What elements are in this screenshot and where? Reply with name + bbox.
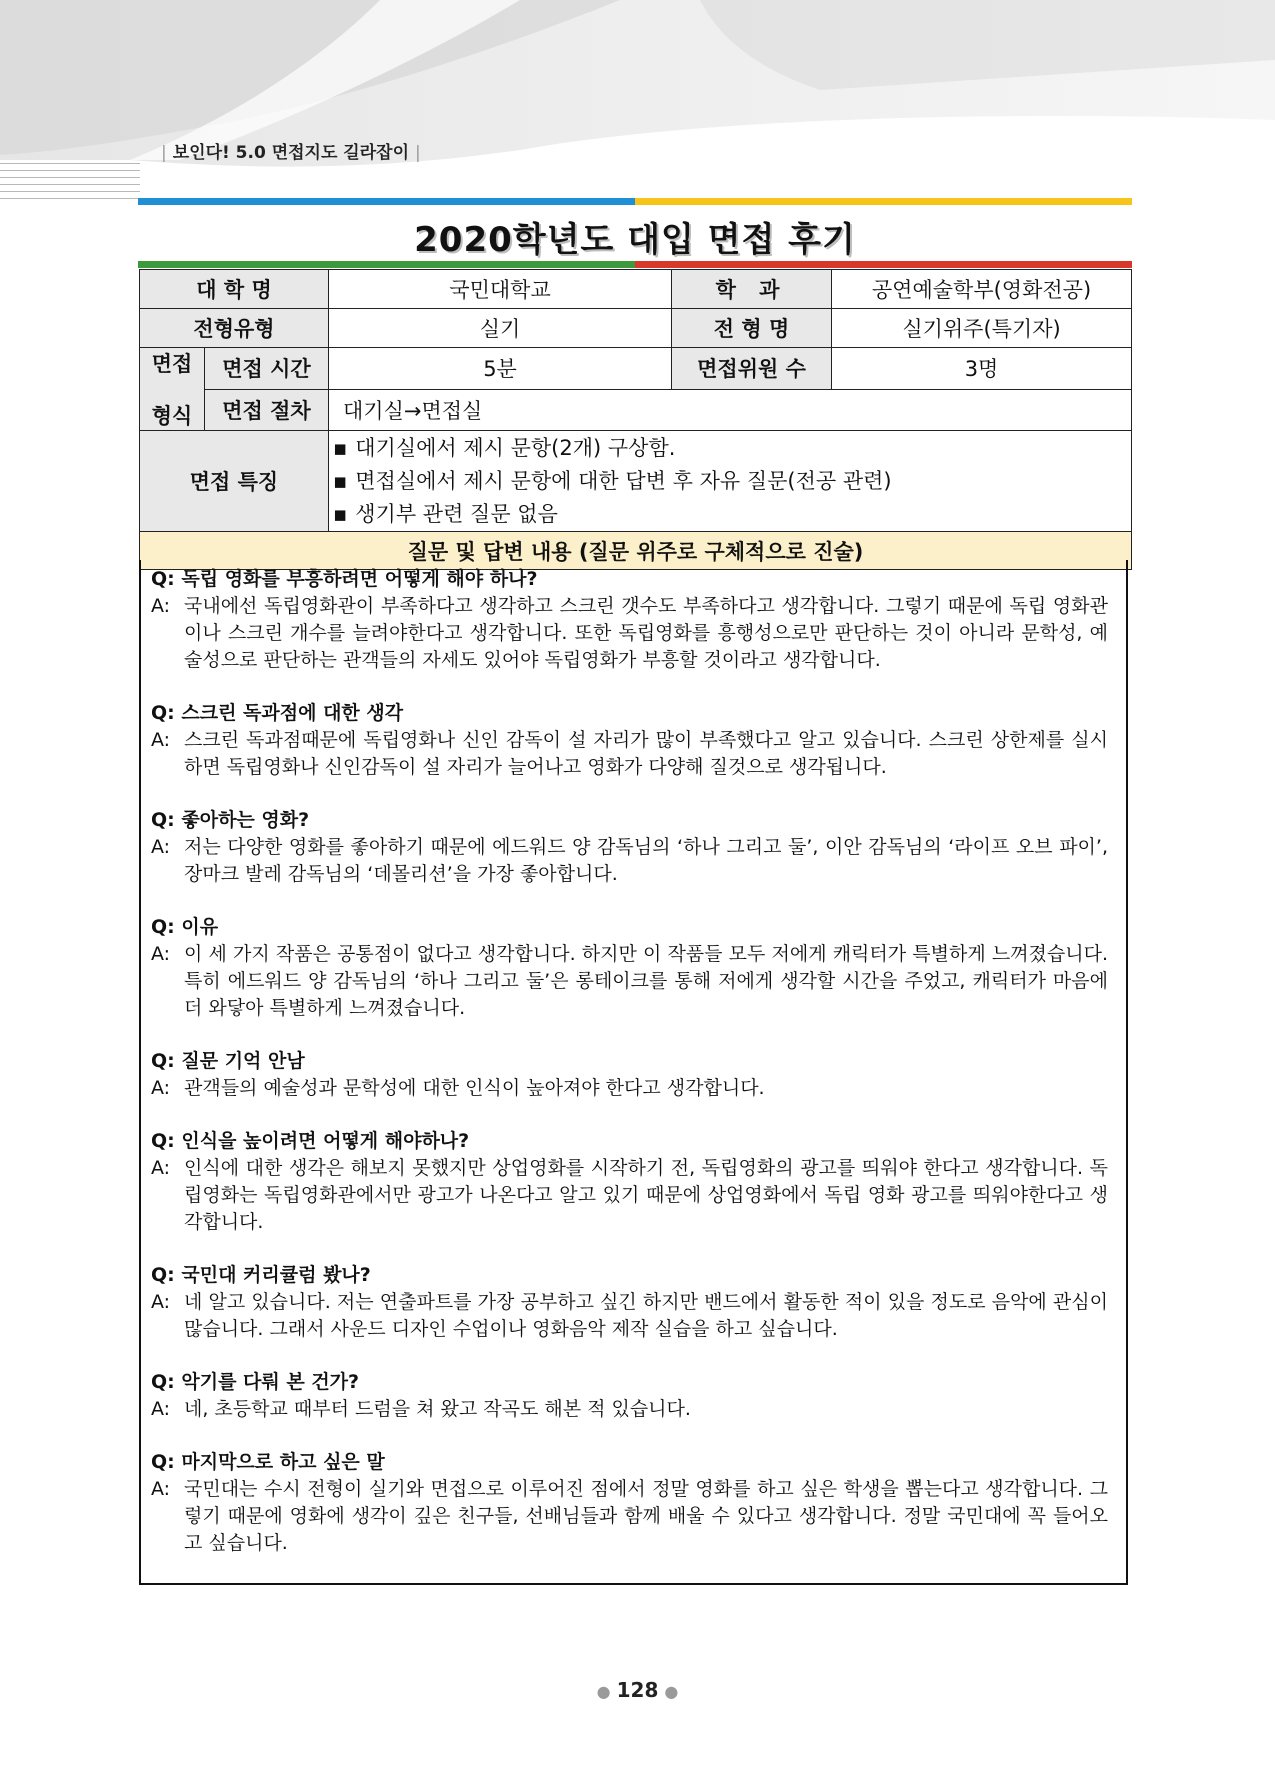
answer-text: 국내에선 독립영화관이 부족하다고 생각하고 스크린 갯수도 부족하다고 생각합니다. 그렇기 때문에 독립 영화관이나 스크린 개수를 늘려야한다고 생각합니다. 또한 독립영화를 흥행성으로만 판단하는 것이 아니라 문학성, 예술성으로 판단하는 관객들의 자세도 있어야 독립영화가 부흥할 것이라고 생각합니다. bbox=[184, 595, 1108, 671]
answer-prefix: A: bbox=[151, 836, 171, 858]
header-decorative-lines bbox=[0, 163, 140, 205]
format-label-line2: 형식 bbox=[151, 404, 193, 428]
university-value: 국민대학교 bbox=[329, 270, 672, 309]
question: Q: 마지막으로 하고 싶은 말 bbox=[151, 1451, 385, 1473]
time-value: 5분 bbox=[329, 348, 672, 390]
answer bbox=[151, 727, 1108, 781]
page-number bbox=[0, 1678, 1275, 1702]
qa-item bbox=[151, 1262, 1108, 1343]
answer-text: 인식에 대한 생각은 해보지 못했지만 상업영화를 시작하기 전, 독립영화의 광고를 띄워야 한다고 생각합니다. 독립영화는 독립영화관에서만 광고가 나온다고 알고 있기 때문에 상업영화에서 독립 영화 광고를 띄워야한다고 생각합니다. bbox=[184, 1157, 1108, 1233]
title-bottom-band bbox=[138, 261, 1132, 268]
interviewers-label: 면접위원 수 bbox=[672, 348, 832, 390]
bullet-dot-icon: ● bbox=[664, 1682, 679, 1701]
page-number-text: 128 bbox=[616, 1678, 659, 1702]
procedure-value: 대기실→면접실 bbox=[329, 389, 1132, 431]
answer bbox=[151, 593, 1108, 674]
qa-item bbox=[151, 566, 1108, 674]
qa-section bbox=[139, 560, 1128, 1585]
interview-info-table bbox=[139, 269, 1132, 570]
answer bbox=[151, 1396, 1108, 1423]
qa-item bbox=[151, 1449, 1108, 1557]
question: Q: 스크린 독과점에 대한 생각 bbox=[151, 702, 404, 724]
answer-prefix: A: bbox=[151, 943, 171, 965]
format-label-line1: 면접 bbox=[151, 352, 193, 376]
answer bbox=[151, 1476, 1108, 1557]
feature-item: ▪ 면접실에서 제시 문항에 대한 답변 후 자유 질문(전공 관련) bbox=[333, 465, 1131, 498]
answer-text: 이 세 가지 작품은 공통점이 없다고 생각합니다. 하지만 이 작품들 모두 저에게 캐릭터가 특별하게 느껴졌습니다. 특히 에드워드 양 감독님의 ‘하나 그리고 둘’은 롱테이크를 통해 저에게 생각할 시간을 주었고, 캐릭터가 마음에 더 와닿아 특별하게 느껴졌습니다. bbox=[184, 943, 1108, 1019]
admission-type-label: 전형유형 bbox=[140, 309, 329, 348]
admission-name-label: 전 형 명 bbox=[672, 309, 832, 348]
answer-text: 관객들의 예술성과 문학성에 대한 인식이 높아져야 한다고 생각합니다. bbox=[184, 1077, 765, 1099]
qa-item bbox=[151, 1128, 1108, 1236]
features-list bbox=[329, 432, 1131, 531]
qa-item bbox=[151, 914, 1108, 1022]
admission-type-value: 실기 bbox=[329, 309, 672, 348]
question: Q: 이유 bbox=[151, 916, 219, 938]
qa-item bbox=[151, 700, 1108, 781]
answer-prefix: A: bbox=[151, 729, 171, 751]
answer-text: 네 알고 있습니다. 저는 연출파트를 가장 공부하고 싶긴 하지만 밴드에서 활동한 적이 있을 정도로 음악에 관심이 많습니다. 그래서 사운드 디자인 수업이나 영화음악 제작 실습을 하고 싶습니다. bbox=[184, 1291, 1108, 1340]
question: Q: 악기를 다뤄 본 건가? bbox=[151, 1371, 360, 1393]
question: Q: 인식을 높이려면 어떻게 해야하나? bbox=[151, 1130, 470, 1152]
answer-text: 저는 다양한 영화를 좋아하기 때문에 에드워드 양 감독님의 ‘하나 그리고 둘’, 이안 감독님의 ‘라이프 오브 파이’, 장마크 발레 감독님의 ‘데몰리션’을 가장 좋아합니다. bbox=[184, 836, 1108, 885]
question: Q: 독립 영화를 부흥하려면 어떻게 해야 하나? bbox=[151, 568, 538, 590]
answer bbox=[151, 1289, 1108, 1343]
answer bbox=[151, 941, 1108, 1022]
bullet-dot-icon: ● bbox=[596, 1682, 611, 1701]
format-label bbox=[140, 348, 205, 431]
question: Q: 질문 기억 안남 bbox=[151, 1050, 305, 1072]
qa-item bbox=[151, 807, 1108, 888]
admission-name-value: 실기위주(특기자) bbox=[832, 309, 1132, 348]
procedure-label: 면접 절차 bbox=[205, 389, 329, 431]
answer-prefix: A: bbox=[151, 1398, 171, 1420]
answer bbox=[151, 834, 1108, 888]
time-label: 면접 시간 bbox=[205, 348, 329, 390]
running-header: | 보인다! 5.0 면접지도 길라잡이 | bbox=[161, 143, 421, 163]
feature-item: ▪ 대기실에서 제시 문항(2개) 구상함. bbox=[333, 432, 1131, 465]
question: Q: 좋아하는 영화? bbox=[151, 809, 310, 831]
department-label: 학 과 bbox=[672, 270, 832, 309]
qa-section-header: 질문 및 답변 내용 (질문 위주로 구체적으로 진술) bbox=[140, 532, 1132, 570]
feature-item: ▪ 생기부 관련 질문 없음 bbox=[333, 498, 1131, 531]
interviewers-value: 3명 bbox=[832, 348, 1132, 390]
qa-item bbox=[151, 1369, 1108, 1423]
features-label: 면접 특징 bbox=[140, 431, 329, 532]
answer-prefix: A: bbox=[151, 595, 171, 617]
answer-text: 국민대는 수시 전형이 실기와 면접으로 이루어진 점에서 정말 영화를 하고 싶은 학생을 뽑는다고 생각합니다. 그렇기 때문에 영화에 생각이 깊은 친구들, 선배님들과 함께 배울 수 있다고 생각합니다. 정말 국민대에 꼭 들어오고 싶습니다. bbox=[184, 1478, 1108, 1554]
answer-prefix: A: bbox=[151, 1157, 171, 1179]
department-value: 공연예술학부(영화전공) bbox=[832, 270, 1132, 309]
title-top-band bbox=[138, 198, 1132, 205]
university-label: 대 학 명 bbox=[140, 270, 329, 309]
qa-list bbox=[141, 560, 1126, 1557]
answer-text: 스크린 독과점때문에 독립영화나 신인 감독이 설 자리가 많이 부족했다고 알고 있습니다. 스크린 상한제를 실시하면 독립영화나 신인감독이 설 자리가 늘어나고 영화가 다양해 질것으로 생각됩니다. bbox=[184, 729, 1108, 778]
answer bbox=[151, 1155, 1108, 1236]
running-title: 보인다! 5.0 면접지도 길라잡이 bbox=[172, 143, 409, 163]
qa-item bbox=[151, 1048, 1108, 1102]
answer-text: 네, 초등학교 때부터 드럼을 쳐 왔고 작곡도 해본 적 있습니다. bbox=[184, 1398, 691, 1420]
answer bbox=[151, 1075, 1108, 1102]
document-title: 2020학년도 대입 면접 후기 bbox=[414, 220, 856, 260]
features-cell bbox=[329, 431, 1132, 532]
question: Q: 국민대 커리큘럼 봤나? bbox=[151, 1264, 371, 1286]
answer-prefix: A: bbox=[151, 1478, 171, 1500]
answer-prefix: A: bbox=[151, 1077, 171, 1099]
answer-prefix: A: bbox=[151, 1291, 171, 1313]
